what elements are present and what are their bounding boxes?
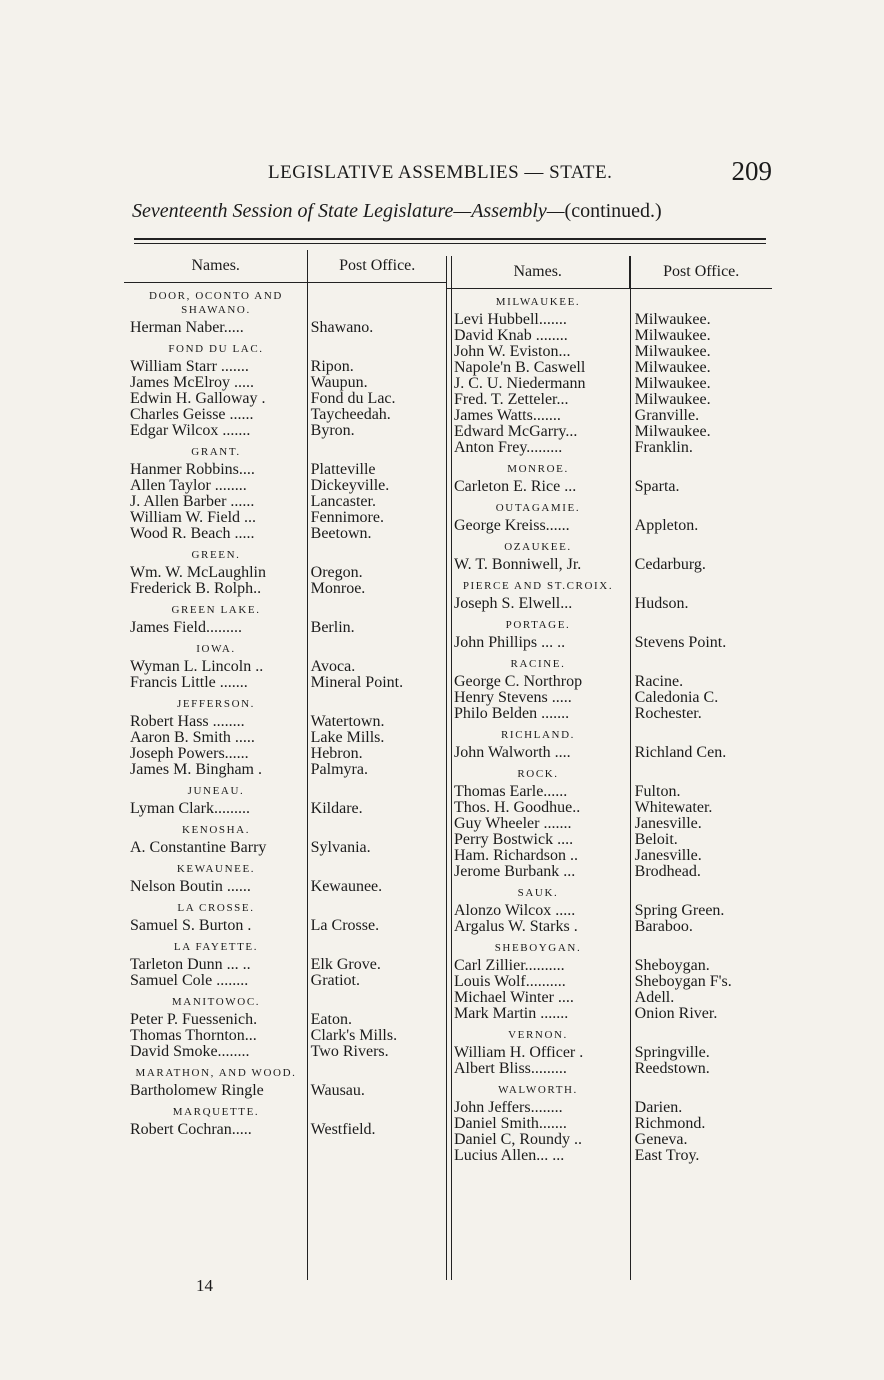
member-post-office: Taycheedah. [310, 407, 391, 423]
member-name: John Phillips ... .. [454, 635, 566, 651]
county-heading: JUNEAU. [187, 785, 245, 797]
member-post-office: Brodhead. [634, 864, 701, 880]
member-post-office: Platteville [310, 462, 376, 478]
member-post-office: Janesville. [634, 848, 702, 864]
member-name: Thos. H. Goodhue.. [454, 800, 581, 816]
member-name: Perry Bostwick .... [454, 832, 574, 848]
county-heading: MARATHON, AND WOOD. [135, 1067, 297, 1079]
member-name: William H. Officer . [454, 1045, 584, 1061]
member-name: James M. Bingham . [130, 762, 262, 778]
member-post-office: Appleton. [634, 518, 699, 534]
member-post-office: Westfield. [310, 1122, 376, 1138]
county-heading: MILWAUKEE. [495, 296, 581, 308]
county-group [446, 501, 772, 534]
member-row [446, 635, 772, 651]
member-post-office: Onion River. [634, 1006, 718, 1022]
member-post-office: Cedarburg. [634, 557, 706, 573]
county-group [124, 862, 446, 895]
member-name: Daniel C, Roundy .. [454, 1132, 582, 1148]
member-name: Edward McGarry... [454, 424, 578, 440]
county-heading: GRANT. [191, 446, 241, 458]
member-name: Carl Zillier.......... [454, 958, 565, 974]
member-name: David Smoke........ [130, 1044, 250, 1060]
member-post-office: Waupun. [310, 375, 368, 391]
member-post-office: Franklin. [634, 440, 693, 456]
county-group [446, 1083, 772, 1164]
member-name: Samuel S. Burton . [130, 918, 252, 934]
member-row [446, 706, 772, 722]
member-post-office: Granville. [634, 408, 700, 424]
county-heading: FOND DU LAC. [168, 343, 264, 355]
county-group [446, 886, 772, 935]
member-post-office: Sheboygan. [634, 958, 710, 974]
member-post-office: Kildare. [310, 801, 363, 817]
member-row [446, 1006, 772, 1022]
member-post-office: Monroe. [310, 581, 366, 597]
member-row [124, 620, 446, 636]
member-post-office: Byron. [310, 423, 355, 439]
member-post-office: Two Rivers. [310, 1044, 389, 1060]
member-row [446, 360, 772, 376]
top-rule [134, 238, 766, 240]
member-row [124, 375, 446, 391]
member-name: Alonzo Wilcox ..... [454, 903, 576, 919]
county-heading: PIERCE AND ST.CROIX. [462, 580, 614, 592]
member-row [446, 974, 772, 990]
member-row [446, 518, 772, 534]
county-heading: JEFFERSON. [176, 698, 256, 710]
member-name: George C. Northrop [454, 674, 583, 690]
member-row [446, 376, 772, 392]
member-post-office: Fulton. [634, 784, 681, 800]
member-row [446, 958, 772, 974]
member-name: Herman Naber..... [130, 320, 244, 336]
member-post-office: Avoca. [310, 659, 356, 675]
signature-mark: 14 [196, 1276, 213, 1295]
member-row [124, 494, 446, 510]
county-heading: WALWORTH. [498, 1084, 578, 1096]
member-name: Tarleton Dunn ... .. [130, 957, 251, 973]
member-post-office: Rochester. [634, 706, 702, 722]
member-name: Thomas Earle...... [454, 784, 568, 800]
member-name: Michael Winter .... [454, 990, 574, 1006]
member-row [124, 675, 446, 691]
member-row [446, 784, 772, 800]
member-row [446, 1045, 772, 1061]
member-name: Samuel Cole ........ [130, 973, 249, 989]
member-post-office: Milwaukee. [634, 392, 711, 408]
member-name: Edgar Wilcox ....... [130, 423, 251, 439]
member-name: John W. Eviston... [454, 344, 571, 360]
member-post-office: Beetown. [310, 526, 372, 542]
member-row [446, 1132, 772, 1148]
county-group [124, 445, 446, 542]
member-row [446, 745, 772, 761]
member-post-office: Lancaster. [310, 494, 376, 510]
names-column-header: Names. [191, 257, 240, 274]
member-row [446, 1100, 772, 1116]
member-row [124, 659, 446, 675]
member-row [124, 918, 446, 934]
left-table-body [124, 289, 446, 1138]
county-group [124, 823, 446, 856]
county-heading: LA FAYETTE. [173, 941, 259, 953]
member-post-office: Sparta. [634, 479, 680, 495]
member-row [446, 596, 772, 612]
member-post-office: Hudson. [634, 596, 689, 612]
member-row [446, 1116, 772, 1132]
member-name: A. Constantine Barry [130, 840, 267, 856]
member-post-office: Baraboo. [634, 919, 693, 935]
page-subtitle [132, 200, 772, 223]
county-heading: GREEN. [191, 549, 241, 561]
member-row [124, 840, 446, 856]
county-heading: RACINE. [510, 658, 566, 670]
member-post-office: Springville. [634, 1045, 710, 1061]
county-group [446, 540, 772, 573]
county-group [446, 579, 772, 612]
county-group [124, 995, 446, 1060]
member-name: William W. Field ... [130, 510, 257, 526]
member-post-office: Janesville. [634, 816, 702, 832]
member-post-office: Adell. [634, 990, 675, 1006]
county-heading: IOWA. [196, 643, 236, 655]
member-name: Daniel Smith....... [454, 1116, 567, 1132]
member-post-office: Hebron. [310, 746, 363, 762]
member-row [446, 312, 772, 328]
member-post-office: Racine. [634, 674, 684, 690]
member-row [446, 479, 772, 495]
running-head: LEGISLATIVE ASSEMBLIES — STATE. [268, 162, 613, 183]
member-name: Robert Cochran..... [130, 1122, 252, 1138]
member-post-office: Kewaunee. [310, 879, 383, 895]
member-post-office: Whitewater. [634, 800, 713, 816]
member-post-office: Gratiot. [310, 973, 360, 989]
county-heading: DOOR, OCONTO AND SHAWANO. [149, 290, 283, 316]
member-post-office: Dickeyville. [310, 478, 390, 494]
county-group [124, 901, 446, 934]
member-name: Anton Frey......... [454, 440, 563, 456]
member-name: James McElroy ..... [130, 375, 254, 391]
member-post-office: Richmond. [634, 1116, 706, 1132]
member-name: Joseph S. Elwell... [454, 596, 573, 612]
member-row [446, 440, 772, 456]
member-row [446, 919, 772, 935]
member-name: George Kreiss...... [454, 518, 570, 534]
member-name: Joseph Powers...... [130, 746, 249, 762]
county-group [446, 767, 772, 880]
county-group [446, 941, 772, 1022]
member-row [446, 1061, 772, 1077]
member-name: Wyman L. Lincoln .. [130, 659, 264, 675]
member-row [446, 424, 772, 440]
member-row [124, 359, 446, 375]
member-row [446, 864, 772, 880]
county-group [124, 289, 446, 336]
member-post-office: Geneva. [634, 1132, 688, 1148]
county-group [446, 462, 772, 495]
county-heading: MARQUETTE. [172, 1106, 260, 1118]
member-row [124, 714, 446, 730]
member-row [446, 674, 772, 690]
member-post-office: Fond du Lac. [310, 391, 396, 407]
member-post-office: Stevens Point. [634, 635, 727, 651]
member-name: Charles Geisse ...... [130, 407, 254, 423]
member-name: David Knab ........ [454, 328, 568, 344]
county-group [124, 342, 446, 439]
member-row [446, 832, 772, 848]
member-name: John Jeffers........ [454, 1100, 563, 1116]
member-name: Francis Little ....... [130, 675, 248, 691]
left-table [124, 250, 446, 1140]
member-name: Frederick B. Rolph.. [130, 581, 262, 597]
county-heading: OUTAGAMIE. [495, 502, 581, 514]
member-row [124, 762, 446, 778]
member-post-office: Clark's Mills. [310, 1028, 398, 1044]
member-name: Louis Wolf.......... [454, 974, 566, 990]
county-group [446, 657, 772, 722]
member-row [124, 957, 446, 973]
member-post-office: La Crosse. [310, 918, 380, 934]
member-post-office: Milwaukee. [634, 376, 711, 392]
page-header [132, 158, 772, 188]
member-name: W. T. Bonniwell, Jr. [454, 557, 582, 573]
county-group [446, 295, 772, 456]
member-name: Guy Wheeler ....... [454, 816, 572, 832]
member-name: Hanmer Robbins.... [130, 462, 255, 478]
county-group [446, 618, 772, 651]
county-heading: GREEN LAKE. [171, 604, 261, 616]
member-row [446, 800, 772, 816]
county-group [124, 784, 446, 817]
member-post-office: Fennimore. [310, 510, 384, 526]
member-post-office: Eaton. [310, 1012, 352, 1028]
member-post-office: Berlin. [310, 620, 355, 636]
member-row [124, 801, 446, 817]
member-name: Mark Martin ....... [454, 1006, 569, 1022]
member-post-office: Caledonia C. [634, 690, 719, 706]
member-name: Thomas Thornton... [130, 1028, 257, 1044]
member-post-office: Ripon. [310, 359, 354, 375]
county-group [446, 728, 772, 761]
county-heading: KEWAUNEE. [176, 863, 256, 875]
member-row [446, 903, 772, 919]
left-table-header [124, 250, 446, 283]
member-row [124, 973, 446, 989]
member-row [124, 1083, 446, 1099]
member-name: James Watts....... [454, 408, 561, 424]
member-post-office: Oregon. [310, 565, 363, 581]
member-name: James Field......... [130, 620, 242, 636]
county-heading: LA CROSSE. [177, 902, 255, 914]
post-office-column-header: Post Office. [629, 256, 772, 288]
county-heading: ROCK. [517, 768, 559, 780]
member-post-office: Darien. [634, 1100, 683, 1116]
member-name: J. Allen Barber ...... [130, 494, 255, 510]
member-name: Bartholomew Ringle [130, 1083, 264, 1099]
member-row [124, 510, 446, 526]
member-name: Robert Hass ........ [130, 714, 245, 730]
member-row [124, 565, 446, 581]
member-post-office: East Troy. [634, 1148, 700, 1164]
member-row [124, 746, 446, 762]
member-post-office: Sheboygan F's. [634, 974, 732, 990]
county-heading: SHEBOYGAN. [494, 942, 582, 954]
member-name: Ham. Richardson .. [454, 848, 578, 864]
county-group [124, 1105, 446, 1138]
member-name: Fred. T. Zetteler... [454, 392, 569, 408]
member-post-office: Palmyra. [310, 762, 368, 778]
member-row [124, 1122, 446, 1138]
county-group [124, 642, 446, 691]
member-post-office: Milwaukee. [634, 424, 711, 440]
member-row [446, 1148, 772, 1164]
member-name: J. C. U. Niedermann [454, 376, 586, 392]
right-table-header [446, 256, 772, 289]
member-name: Peter P. Fuessenich. [130, 1012, 258, 1028]
member-name: Nelson Boutin ...... [130, 879, 251, 895]
right-table [446, 256, 772, 1166]
member-name: John Walworth .... [454, 745, 571, 761]
member-post-office: Beloit. [634, 832, 678, 848]
member-row [124, 1012, 446, 1028]
member-name: Allen Taylor ........ [130, 478, 247, 494]
top-rule-thin [134, 243, 766, 244]
member-row [124, 407, 446, 423]
member-name: Carleton E. Rice ... [454, 479, 577, 495]
member-post-office: Watertown. [310, 714, 385, 730]
member-row [446, 690, 772, 706]
county-heading: OZAUKEE. [504, 541, 572, 553]
county-heading: PORTAGE. [505, 619, 571, 631]
member-name: Argalus W. Starks . [454, 919, 578, 935]
member-row [124, 462, 446, 478]
member-row [124, 391, 446, 407]
member-post-office: Milwaukee. [634, 360, 711, 376]
post-office-column-header: Post Office. [307, 250, 446, 282]
member-row [124, 730, 446, 746]
member-name: Philo Belden ....... [454, 706, 570, 722]
names-column-header: Names. [513, 263, 562, 280]
member-row [124, 526, 446, 542]
member-row [446, 557, 772, 573]
county-group [124, 697, 446, 778]
member-row [124, 1044, 446, 1060]
member-row [124, 320, 446, 336]
member-row [124, 581, 446, 597]
member-post-office: Milwaukee. [634, 328, 711, 344]
member-row [446, 392, 772, 408]
member-post-office: Spring Green. [634, 903, 725, 919]
member-post-office: Lake Mills. [310, 730, 385, 746]
member-name: Henry Stevens ..... [454, 690, 572, 706]
member-name: Lyman Clark......... [130, 801, 250, 817]
member-post-office: Mineral Point. [310, 675, 404, 691]
county-group [124, 548, 446, 597]
county-group [124, 1066, 446, 1099]
member-name: Lucius Allen... ... [454, 1148, 565, 1164]
member-post-office: Sylvania. [310, 840, 371, 856]
county-group [124, 940, 446, 989]
member-row [124, 478, 446, 494]
page-number: 209 [731, 156, 772, 186]
county-group [446, 1028, 772, 1077]
member-row [446, 408, 772, 424]
member-post-office: Richland Cen. [634, 745, 727, 761]
member-name: Jerome Burbank ... [454, 864, 576, 880]
member-post-office: Wausau. [310, 1083, 365, 1099]
member-row [124, 423, 446, 439]
county-heading: RICHLAND. [501, 729, 575, 741]
county-heading: KENOSHA. [181, 824, 251, 836]
member-name: William Starr ....... [130, 359, 249, 375]
member-name: Wm. W. McLaughlin [130, 565, 266, 581]
member-name: Aaron B. Smith ..... [130, 730, 255, 746]
member-row [124, 879, 446, 895]
member-row [446, 848, 772, 864]
member-name: Albert Bliss......... [454, 1061, 567, 1077]
county-heading: MANITOWOC. [171, 996, 261, 1008]
county-heading: VERNON. [508, 1029, 568, 1041]
county-heading: SAUK. [517, 887, 559, 899]
member-post-office: Reedstown. [634, 1061, 710, 1077]
member-name: Napole'n B. Caswell [454, 360, 586, 376]
county-group [124, 603, 446, 636]
member-row [446, 816, 772, 832]
member-post-office: Milwaukee. [634, 312, 711, 328]
member-row [124, 1028, 446, 1044]
subtitle-continued: (continued.) [564, 200, 662, 222]
right-table-body [446, 295, 772, 1164]
member-name: Levi Hubbell....... [454, 312, 567, 328]
member-post-office: Milwaukee. [634, 344, 711, 360]
member-row [446, 990, 772, 1006]
county-heading: MONROE. [507, 463, 569, 475]
member-row [446, 328, 772, 344]
member-name: Edwin H. Galloway . [130, 391, 266, 407]
subtitle-italic: Seventeenth Session of State Legislature—Assembly— [132, 200, 565, 222]
member-post-office: Elk Grove. [310, 957, 381, 973]
member-name: Wood R. Beach ..... [130, 526, 255, 542]
member-row [446, 344, 772, 360]
member-post-office: Shawano. [310, 320, 374, 336]
